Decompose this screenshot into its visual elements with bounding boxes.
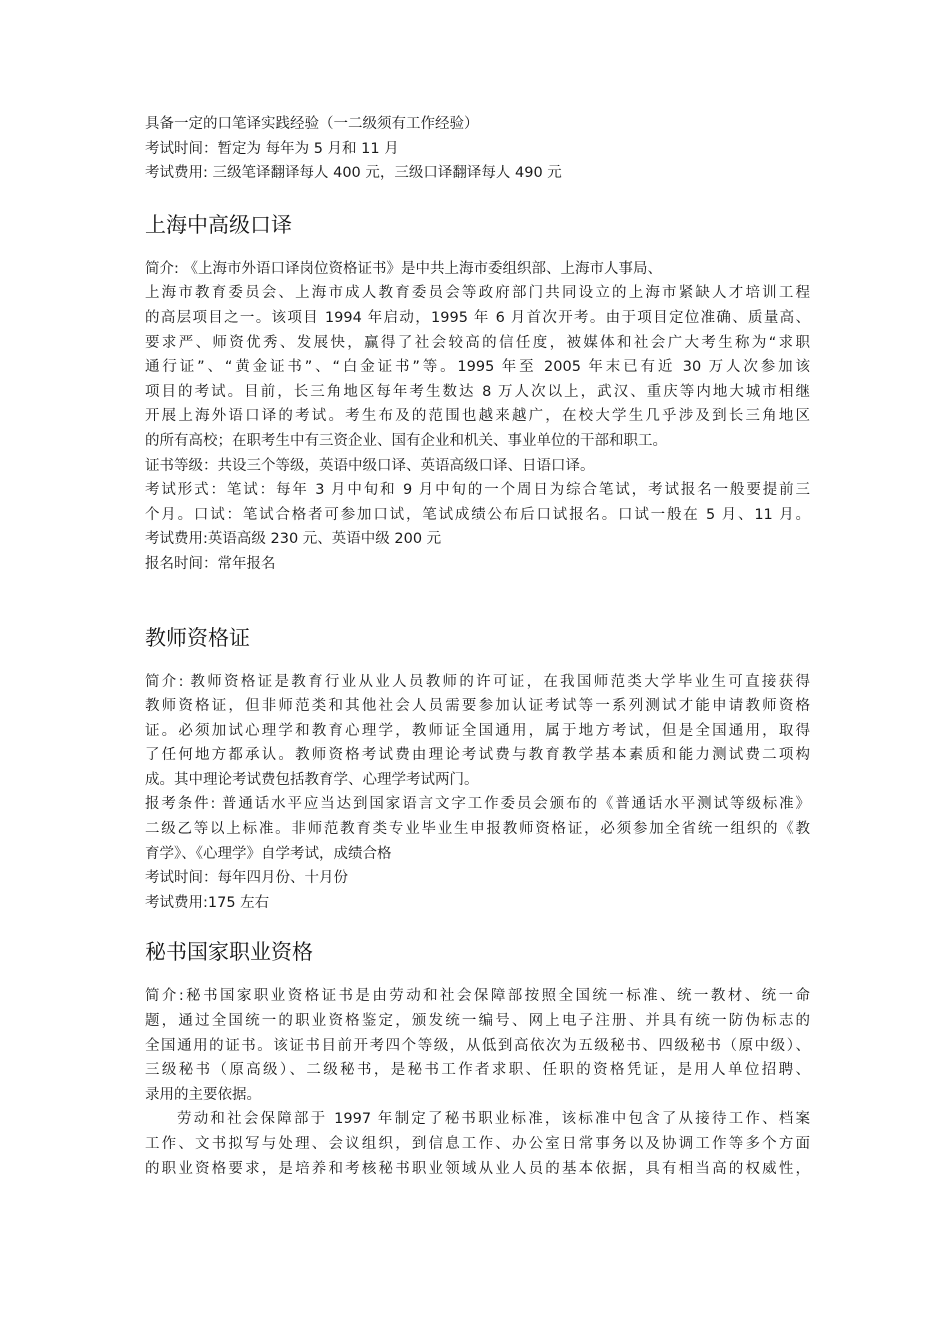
text-line: 二级乙等以上标准。非师范教育类专业毕业生申报教师资格证，必须参加全省统一组织的《教 bbox=[145, 821, 810, 838]
text-line: 劳动和社会保障部于 1997 年制定了秘书职业标准，该标准中包含了从接待工作、档案 bbox=[177, 1111, 810, 1128]
text-line: 考试形式：笔试：每年 3 月中旬和 9 月中旬的一个周日为综合笔试，考试报名一般要提前三 bbox=[145, 482, 810, 499]
text-line: 题，通过全国统一的职业资格鉴定，颁发统一编号、网上电子注册、并具有统一防伪标志的 bbox=[145, 1013, 810, 1030]
text-line: 成。其中理论考试费包括教育学、心理学考试两门。 bbox=[145, 771, 479, 788]
text-line: 工作、文书拟写与处理、会议组织，到信息工作、办公室日常事务以及协调工作等多个方面 bbox=[145, 1136, 810, 1152]
text-line: 全国通用的证书。该证书目前开考四个等级，从低到高依次为五级秘书、四级秘书（原中级）、 bbox=[145, 1037, 810, 1054]
text-line: 开展上海外语口译的考试。考生布及的范围也越来越广，在校大学生几乎涉及到长三角地区 bbox=[145, 408, 810, 425]
text-line: 考试费用:175 左右 bbox=[145, 894, 270, 911]
section-shanghai-interpretation bbox=[145, 210, 810, 577]
text-line: 教师资格证，但非师范类和其他社会人员需要参加认证考试等一系列测试才能申请教师资格 bbox=[145, 698, 810, 715]
text-line: 的所有高校；在职考生中有三资企业、国有企业和机关、事业单位的干部和职工。 bbox=[145, 432, 667, 449]
section-heading: 秘书国家职业资格 bbox=[145, 940, 313, 965]
text-line: 项目的考试。目前，长三角地区每年考生数达 8 万人次以上，武汉、重庆等内地大城市相继 bbox=[145, 383, 810, 400]
text-line: 要求严、师资优秀、发展快，赢得了社会较高的信任度，被媒体和社会广大考生称为“求职 bbox=[145, 334, 810, 351]
text-line: 录用的主要依据。 bbox=[145, 1086, 261, 1103]
text-line: 的高层项目之一。该项目 1994 年启动，1995 年 6 月首次开考。由于项目定位准确、质量高、 bbox=[145, 309, 810, 326]
text-line: 简介:秘书国家职业资格证书是由劳动和社会保障部按照全国统一标准、统一教材、统一命 bbox=[145, 988, 810, 1005]
text-line: 的职业资格要求，是培养和考核秘书职业领域从业人员的基本依据，具有相当高的权威性， bbox=[145, 1160, 810, 1177]
section-heading: 教师资格证 bbox=[145, 625, 250, 650]
text-line: 报名时间：常年报名 bbox=[145, 555, 276, 572]
section-heading: 上海中高级口译 bbox=[145, 212, 292, 237]
section-secretary-qualification bbox=[145, 937, 810, 1181]
text-line: 证书等级：共设三个等级，英语中级口译、英语高级口译、日语口译。 bbox=[145, 457, 595, 474]
document-page bbox=[145, 112, 810, 1181]
text-line: 简介: 教师资格证是教育行业从业人员教师的许可证，在我国师范类大学毕业生可直接获得 bbox=[145, 673, 810, 690]
text-line: 考试费用: 三级笔译翻译每人 400 元，三级口译翻译每人 490 元 bbox=[145, 165, 562, 182]
text-line: 简介: 《上海市外语口译岗位资格证书》是中共上海市委组织部、上海市人事局、 bbox=[145, 260, 662, 277]
text-line: 个月。口试：笔试合格者可参加口试，笔试成绩公布后口试报名。口试一般在 5 月、11 月。 bbox=[145, 506, 810, 523]
text-line: 三级秘书（原高级）、二级秘书，是秘书工作者求职、任职的资格凭证，是用人单位招聘、 bbox=[145, 1062, 810, 1079]
text-line: 育学》、《心理学》自学考试，成绩合格 bbox=[145, 845, 392, 862]
text-line: 考试时间：每年四月份、十月份 bbox=[145, 870, 348, 887]
text-line: 上海市教育委员会、上海市成人教育委员会等政府部门共同设立的上海市紧缺人才培训工程 bbox=[145, 285, 810, 302]
text-line: 具备一定的口笔译实践经验（一二级须有工作经验） bbox=[145, 116, 479, 132]
text-line: 了任何地方都承认。教师资格考试费由理论考试费与教育教学基本素质和能力测试费二项构 bbox=[145, 747, 810, 764]
text-line: 考试费用:英语高级 230 元、英语中级 200 元 bbox=[145, 531, 442, 548]
section-translation-continued bbox=[145, 112, 810, 186]
text-line: 报考条件: 普通话水平应当达到国家语言文字工作委员会颁布的《普通话水平测试等级标准》 bbox=[145, 796, 810, 813]
text-line: 通行证”、“黄金证书”、“白金证书”等。1995 年至 2005 年末已有近 30 万人次参加该 bbox=[145, 359, 810, 376]
text-line: 证。必须加试心理学和教育心理学，教师证全国通用，属于地方考试，但是全国通用，取得 bbox=[145, 722, 810, 739]
section-teacher-certificate bbox=[145, 623, 810, 916]
text-line: 考试时间：暂定为 每年为 5 月和 11 月 bbox=[145, 140, 399, 157]
